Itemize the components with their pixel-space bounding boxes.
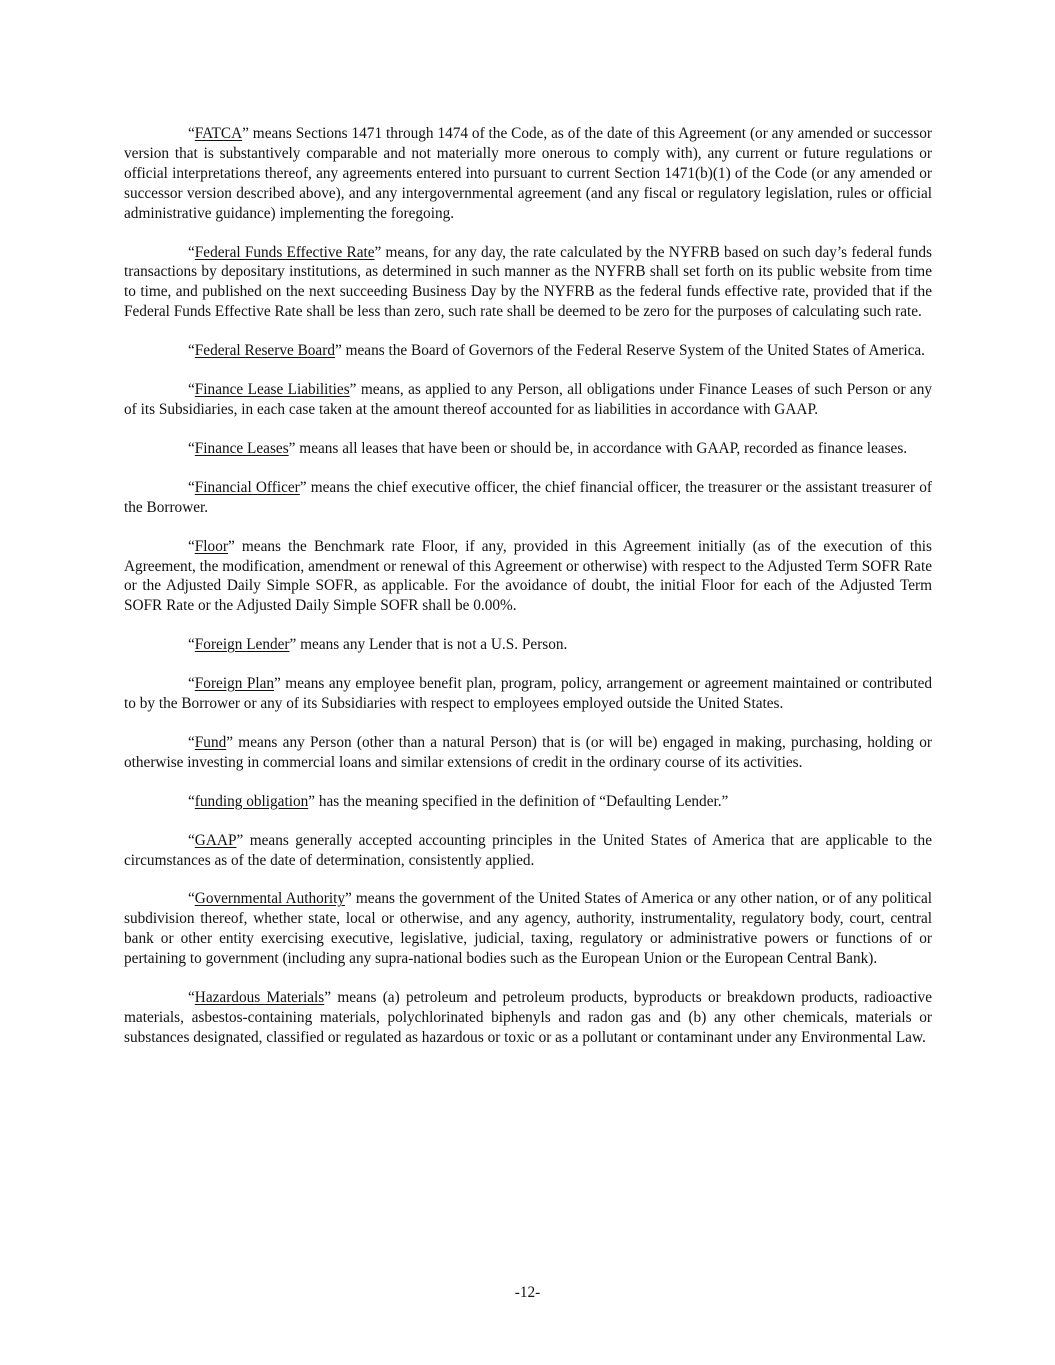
defined-term: Fund: [194, 733, 227, 751]
definition-text: means any employee benefit plan, program, policy, arrangement or agreement maintained or contributed to by the Borrower or any of its Subsidiaries with respect to employees employed outside the United States.: [124, 675, 933, 713]
document-body: [124, 124, 932, 1067]
defined-term: Foreign Lender: [194, 636, 290, 654]
definition-text: means any Lender that is not a U.S. Person.: [296, 636, 568, 654]
defined-term: GAAP: [194, 831, 237, 849]
definition-gaap: “GAAP” means generally accepted accounting principles in the United States of America that are applicable to the circumstances as of the date of determination, consistently applied.: [124, 831, 932, 869]
definition-fatca: “FATCA” means Sections 1471 through 1474 of the Code, as of the date of this Agreement (or any amended or successor version that is substantively comparable and not materially more onerous to comply with), any current or future regulations or official interpretations thereof, any agreements entered into pursuant to current Section 1471(b)(1) of the Code (or any amended or successor version described above), and any intergovernmental agreement (and any fiscal or regulatory legislation, rules or official administrative guidance) implementing the foregoing.: [124, 125, 932, 222]
definition-text: means the Benchmark rate Floor, if any, provided in this Agreement initially (as of the execution of this Agreement, the modification, amendment or renewal of this Agreement or otherwise) with respect to the Adjusted Term SOFR Rate or the Adjusted Daily Simple SOFR, as applicable. For the avoidance of doubt, the initial Floor for each of the Adjusted Term SOFR Rate or the Adjusted Daily Simple SOFR shall be 0.00%.: [124, 537, 932, 615]
defined-term: Finance Leases: [194, 439, 289, 457]
definition-fund: “Fund” means any Person (other than a natural Person) that is (or will be) engaged in making, purchasing, holding or otherwise investing in commercial loans and similar extensions of credit in the ordinary course of its activities.: [124, 733, 932, 771]
definition-text: means, as applied to any Person, all obligations under Finance Leases of such Person or any of its Subsidiaries, in each case taken at the amount thereof accounted for as liabilities in accordance with GAAP.: [124, 381, 933, 418]
defined-term: Hazardous Materials: [194, 989, 325, 1007]
definition-text: means (a) petroleum and petroleum products, byproducts or breakdown products, radioactive materials, asbestos-containing materials, polychlorinated biphenyls and radon gas and (b) any other chemicals, materials or substances designated, classified or regulated as hazardous or toxic or as a pollutant or contaminant under any Environmental Law.: [124, 989, 932, 1046]
definition-text: means generally accepted accounting principles in the United States of America that are applicable to the circumstances as of the date of determination, consistently applied.: [124, 831, 932, 869]
definition-text: means all leases that have been or should be, in accordance with GAAP, recorded as finance leases.: [295, 439, 908, 457]
definition-hazardous-materials: “Hazardous Materials” means (a) petroleum and petroleum products, byproducts or breakdown products, radioactive materials, asbestos-containing materials, polychlorinated biphenyls and radon gas and (b) any other chemicals, materials or substances designated, classified or regulated as hazardous or toxic or as a pollutant or contaminant under any Environmental Law.: [124, 989, 932, 1046]
defined-term: funding obligation: [194, 792, 309, 810]
definition-federal-funds-effective-rate: “Federal Funds Effective Rate” means, for any day, the rate calculated by the NYFRB based on such day’s federal funds transactions by depositary institutions, as determined in such manner as the NYFRB shall set forth on its public website from time to time, and published on the next succeeding Business Day by the NYFRB as the federal funds effective rate, provided that if the Federal Funds Effective Rate shall be less than zero, such rate shall be deemed to be zero for the purposes of calculating such rate.: [124, 243, 932, 321]
definition-finance-leases: “Finance Leases” means all leases that have been or should be, in accordance with GAAP, recorded as finance leases.: [188, 439, 908, 457]
definition-governmental-authority: “Governmental Authority” means the government of the United States of America or any other nation, or of any political subdivision thereof, whether state, local or otherwise, and any agency, authority, instrumentality, regulatory body, court, central bank or other entity exercising executive, legislative, judicial, taxing, regulatory or administrative powers or functions of or pertaining to government (including any supra-national bodies such as the European Union or the European Central Bank).: [124, 890, 933, 968]
definition-funding-obligation: “funding obligation” has the meaning specified in the definition of “Defaulting Lender.”: [188, 792, 729, 810]
definition-text: means the government of the United States of America or any other nation, or of any political subdivision thereof, whether state, local or otherwise, and any agency, authority, instrumentality, regulatory body, court, central bank or other entity exercising executive, legislative, judicial, taxing, regulatory or administrative powers or functions of or pertaining to government (including any supra-national bodies such as the European Union or the European Central Bank).: [124, 890, 933, 968]
defined-term: Foreign Plan: [194, 675, 275, 693]
defined-term: Federal Funds Effective Rate: [194, 243, 375, 261]
definition-foreign-lender: “Foreign Lender” means any Lender that is not a U.S. Person.: [188, 636, 568, 654]
definition-federal-reserve-board: “Federal Reserve Board” means the Board of Governors of the Federal Reserve System of the United States of America.: [188, 342, 926, 360]
definition-text: means any Person (other than a natural Person) that is (or will be) engaged in making, purchasing, holding or otherwise investing in commercial loans and similar extensions of credit in the ordinary course of its activities.: [124, 733, 932, 771]
defined-term: Governmental Authority: [194, 890, 346, 908]
definition-text: means, for any day, the rate calculated by the NYFRB based on such day’s federal funds transactions by depositary institutions, as determined in such manner as the NYFRB shall set forth on its public website from time to time, and published on the next succeeding Business Day by the NYFRB as the federal funds effective rate, provided that if the Federal Funds Effective Rate shall be less than zero, such rate shall be deemed to be zero for the purposes of calculating such rate.: [124, 243, 932, 321]
definition-floor: “Floor” means the Benchmark rate Floor, if any, provided in this Agreement initially (as of the execution of this Agreement, the modification, amendment or renewal of this Agreement or otherwise) with respect to the Adjusted Term SOFR Rate or the Adjusted Daily Simple SOFR, as applicable. For the avoidance of doubt, the initial Floor for each of the Adjusted Term SOFR Rate or the Adjusted Daily Simple SOFR shall be 0.00%.: [124, 537, 932, 615]
definition-text: means the chief executive officer, the chief financial officer, the treasurer or the assistant treasurer of the Borrower.: [124, 478, 932, 516]
defined-term: FATCA: [194, 125, 243, 142]
definition-text: has the meaning specified in the definition of “Defaulting Lender.”: [315, 792, 729, 810]
definition-financial-officer: “Financial Officer” means the chief executive officer, the chief financial officer, the treasurer or the assistant treasurer of the Borrower.: [124, 478, 932, 516]
defined-term: Floor: [194, 537, 228, 555]
page-number: -12-: [514, 1284, 541, 1301]
definition-text: means Sections 1471 through 1474 of the Code, as of the date of this Agreement (or any amended or successor version that is substantively comparable and not materially more onerous to comply with), any current or future regulations or official interpretations thereof, any agreements entered into pursuant to current Section 1471(b)(1) of the Code (or any amended or successor version described above), and any intergovernmental agreement (and any fiscal or regulatory legislation, rules or official administrative guidance) implementing the foregoing.: [124, 125, 932, 222]
defined-term: Financial Officer: [194, 478, 300, 496]
definition-foreign-plan: “Foreign Plan” means any employee benefit plan, program, policy, arrangement or agreement maintained or contributed to by the Borrower or any of its Subsidiaries with respect to employees employed outside the United States.: [124, 675, 933, 713]
definition-text: means the Board of Governors of the Federal Reserve System of the United States of America.: [341, 342, 926, 360]
defined-term: Finance Lease Liabilities: [194, 381, 350, 399]
definition-finance-lease-liabilities: “Finance Lease Liabilities” means, as applied to any Person, all obligations under Finance Leases of such Person or any of its Subsidiaries, in each case taken at the amount thereof accounted for as liabilities in accordance with GAAP.: [124, 381, 933, 418]
defined-term: Federal Reserve Board: [194, 342, 335, 360]
